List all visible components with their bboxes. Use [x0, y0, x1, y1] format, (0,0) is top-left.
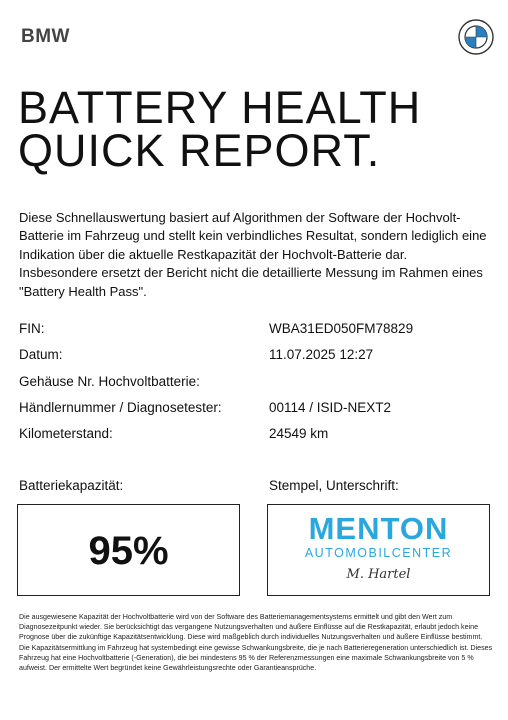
title-line-2: QUICK REPORT. — [18, 125, 381, 176]
capacity-label: Batteriekapazität: — [19, 478, 124, 493]
report-title — [18, 82, 422, 176]
date-value: 11.07.2025 12:27 — [269, 347, 374, 362]
fin-label: FIN: — [19, 321, 45, 336]
title-line-1: BATTERY HEALTH — [18, 82, 422, 133]
stamp-box — [267, 504, 490, 596]
stamp-label: Stempel, Unterschrift: — [269, 478, 399, 493]
dealer-number-label: Händlernummer / Diagnosetester: — [19, 400, 222, 415]
signature: M. Hartel — [346, 567, 411, 582]
mileage-label: Kilometerstand: — [19, 426, 113, 441]
stamp-company-subtitle: AUTOMOBILCENTER — [304, 546, 453, 560]
stamp-company-name: MENTON — [308, 511, 449, 546]
footer-disclaimer: Die ausgewiesene Kapazität der Hochvoltbatterie wird von der Software des Batteriemanagementsystems ermittelt und gibt den Wert zum Diagnosezeitpunkt wieder. Sie berücksichtigt das vergangene Nutzungsverhalten und äußere Einflüsse auf die Restkapazität, erlaubt jedoch keine Prognose über die zukünftige Kapazitätsentwicklung. Diese wird maßgeblich durch individuelles Nutzungsverhalten und äußere Einflüsse bestimmt. Die Kapazitätsermittlung im Fahrzeug hat systembedingt eine gewisse Schwankungsbreite, die je nach Batterieregeneration unterschiedlich ist. Dieses Fahrzeug hat eine Hochvoltbatterie (-Generation), die bei mindestens 95 % der Referenzmessungen eine maximale Schwankungsbreite von 5 % aufweist. Der ermittelte Wert begründet keine Gewährleistungsrechte oder Garantieansprüche. — [19, 613, 493, 673]
capacity-value: 95% — [88, 529, 169, 573]
date-label: Datum: — [19, 347, 63, 362]
capacity-box — [17, 504, 240, 596]
intro-paragraph: Diese Schnellauswertung basiert auf Algorithmen der Software der Hochvolt-Batterie im Fahrzeug und stellt kein verbindliches Resultat, sondern lediglich eine Indikation über die aktuelle Restkapazität der Hochvolt-Batterie dar. Insbesondere ersetzt der Bericht nicht die detaillierte Messung im Rahmen eines "Battery Health Pass". — [19, 210, 487, 299]
dealer-number-value: 00114 / ISID-NEXT2 — [269, 400, 392, 415]
mileage-value: 24549 km — [269, 426, 329, 441]
brand-name: BMW — [21, 26, 70, 47]
battery-housing-label: Gehäuse Nr. Hochvoltbatterie: — [19, 374, 200, 389]
fin-value: WBA31ED050FM78829 — [269, 321, 414, 336]
bmw-logo-icon — [458, 19, 494, 55]
